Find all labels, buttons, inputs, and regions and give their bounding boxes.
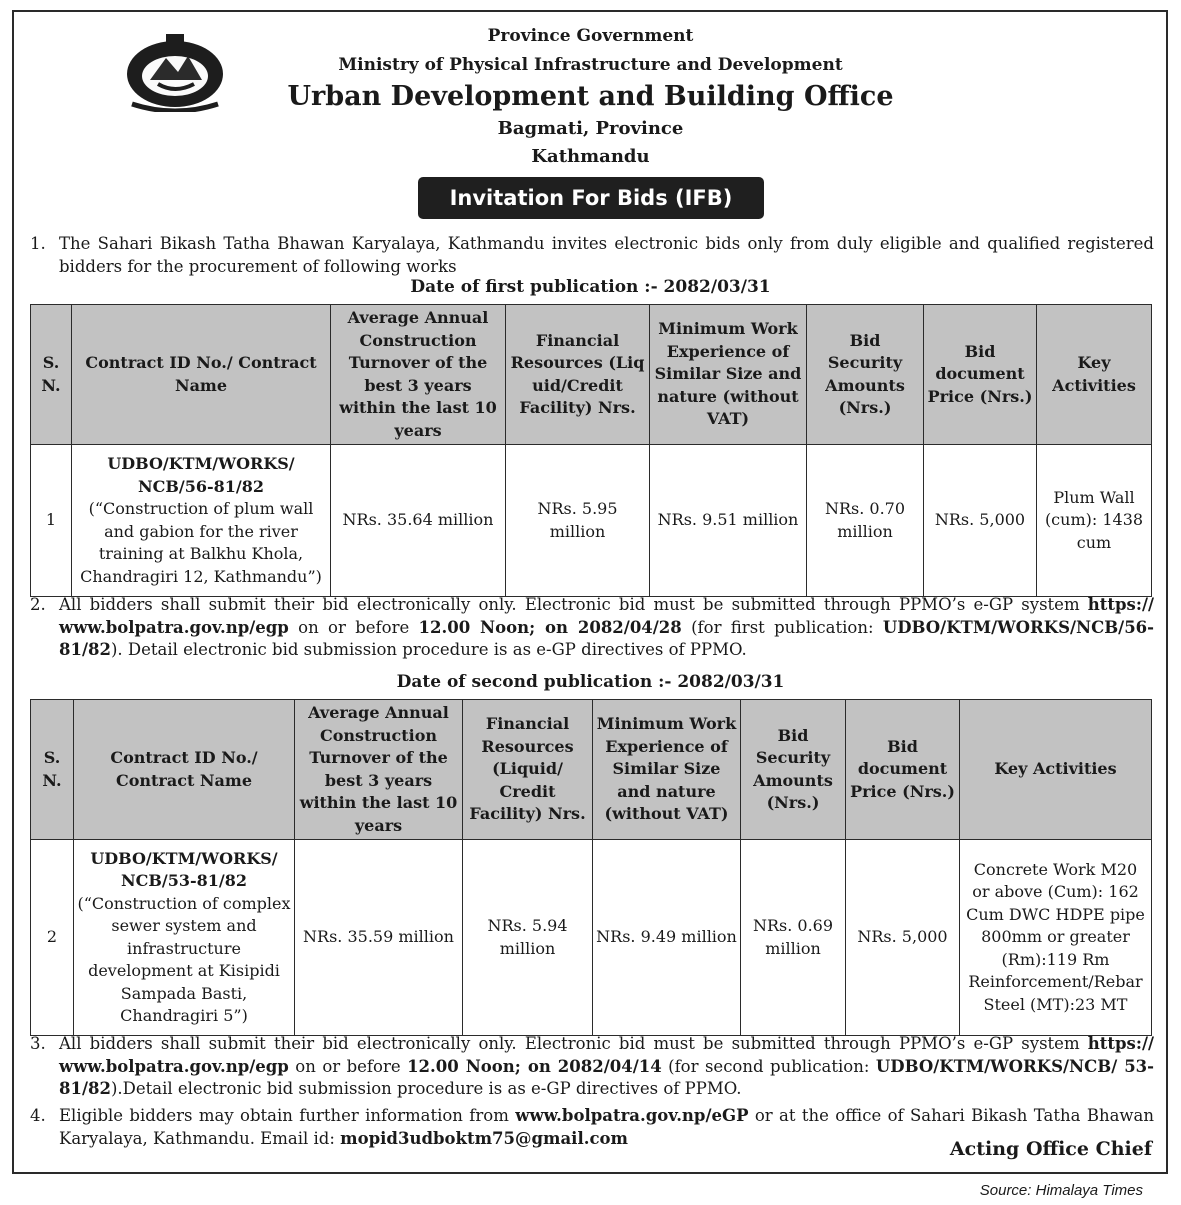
activities-cell: Concrete Work M20 or above (Cum): 162 Cum DWC HDPE pipe 800mm or greater (Rm):119 Rm Reinforcement/Rebar Steel (MT):23 MT: [960, 840, 1152, 1036]
header-cell: Key Activities: [1037, 305, 1152, 445]
egp-link[interactable]: https:// www.bolpatra.gov.np/egp: [59, 595, 1154, 637]
header-cell: S. N.: [31, 305, 72, 445]
contract-cell: [74, 840, 295, 1036]
activities-cell: Plum Wall (cum): 1438 cum: [1037, 445, 1152, 597]
text-run: All bidders shall submit their bid electronically only. Electronic bid must be submitted through PPMO’s e-GP system: [59, 595, 1088, 614]
contract-ref: UDBO/KTM/WORKS/NCB/56-81/82: [59, 617, 1155, 659]
table-header-row: [31, 700, 1152, 840]
text-run: (for first publication:: [681, 617, 883, 637]
contract-id: UDBO/KTM/WORKS/ NCB/53-81/82: [90, 848, 278, 890]
table-row: [31, 445, 1152, 597]
deadline: 12.00 Noon; on 2082/04/28: [418, 617, 682, 637]
egp-link[interactable]: https:// www.bolpatra.gov.np/egp: [59, 1034, 1154, 1076]
paragraph-3-text: [59, 1033, 1154, 1101]
header-province-government: Province Government: [487, 26, 694, 46]
paragraph-number: 3.: [30, 1034, 46, 1053]
contract-id: UDBO/KTM/WORKS/ NCB/56-81/82: [107, 454, 295, 496]
ifb-banner: Invitation For Bids (IFB): [418, 177, 764, 219]
paragraph-1-text: The Sahari Bikash Tatha Bhawan Karyalaya, Kathmandu invites electronic bids only from duly eligible and qualified registered bidders for the procurement of following works: [59, 234, 1154, 276]
header-cell: Contract ID No./ Contract Name: [74, 700, 295, 840]
paragraph-number: 1.: [30, 234, 46, 253]
paragraph-2-text: [59, 594, 1154, 662]
header-cell: Contract ID No./ Contract Name: [72, 305, 331, 445]
text-run: All bidders shall submit their bid electronically only. Electronic bid must be submitted through PPMO’s e-GP system: [59, 1034, 1088, 1053]
turnover-cell: NRs. 35.64 million: [331, 445, 506, 597]
text-run: (for second publication:: [661, 1056, 876, 1076]
header-cell: Key Activities: [960, 700, 1152, 840]
header-cell: Financial Resources (Liq uid/Credit Facility) Nrs.: [506, 305, 650, 445]
doc-price-cell: NRs. 5,000: [924, 445, 1037, 597]
text-run: Eligible bidders may obtain further information from: [59, 1106, 516, 1125]
financial-cell: NRs. 5.95 million: [506, 445, 650, 597]
contract-ref: UDBO/KTM/WORKS/NCB/ 53-81/82: [59, 1056, 1154, 1098]
egp-link[interactable]: www.bolpatra.gov.np/eGP: [515, 1106, 749, 1125]
header-cell: S. N.: [31, 700, 74, 840]
paragraph-number: 2.: [30, 595, 46, 614]
paragraph-number: 4.: [30, 1106, 46, 1125]
doc-price-cell: NRs. 5,000: [846, 840, 960, 1036]
header-cell: Bid document Price (Nrs.): [846, 700, 960, 840]
header-office-name: Urban Development and Building Office: [287, 81, 894, 112]
bid-table-1: [30, 304, 1152, 597]
text-run: ).Detail electronic bid submission procedure is as e-GP directives of PPMO.: [110, 1079, 742, 1098]
source-credit: Source: Himalaya Times: [979, 1182, 1143, 1199]
sn-cell: 1: [31, 445, 72, 597]
text-run: on or before: [288, 617, 419, 637]
header-cell: Financial Resources (Liquid/ Credit Facility) Nrs.: [463, 700, 593, 840]
table-header-row: [31, 305, 1152, 445]
header-ministry: Ministry of Physical Infrastructure and Development: [338, 55, 843, 75]
text-run: ). Detail electronic bid submission procedure is as e-GP directives of PPMO.: [110, 640, 747, 659]
security-cell: NRs. 0.69 million: [741, 840, 846, 1036]
turnover-cell: NRs. 35.59 million: [295, 840, 463, 1036]
experience-cell: NRs. 9.51 million: [650, 445, 807, 597]
contract-name: (“Construction of plum wall and gabion for the river training at Balkhu Khola, Chandragiri 12, Kathmandu”): [80, 499, 322, 586]
contract-cell: [72, 445, 331, 597]
email-link[interactable]: mopid3udboktm75@gmail.com: [340, 1128, 628, 1148]
financial-cell: NRs. 5.94 million: [463, 840, 593, 1036]
header-cell: Minimum Work Experience of Similar Size and nature (without VAT): [650, 305, 807, 445]
security-cell: NRs. 0.70 million: [807, 445, 924, 597]
header-province: Bagmati, Province: [497, 118, 684, 139]
second-publication-date: Date of second publication :- 2082/03/31: [396, 672, 785, 692]
contract-name: (“Construction of complex sewer system and infrastructure development at Kisipidi Sampada Basti, Chandragiri 5”): [77, 893, 291, 1025]
sn-cell: 2: [31, 840, 74, 1036]
text-run: on or before: [288, 1056, 408, 1076]
header-cell: Average Annual Construction Turnover of the best 3 years within the last 10 years: [331, 305, 506, 445]
first-publication-date: Date of first publication :- 2082/03/31: [410, 277, 771, 297]
signature: Acting Office Chief: [949, 1138, 1152, 1160]
header-city: Kathmandu: [531, 146, 650, 167]
paragraph-3: [30, 1033, 1154, 1101]
deadline: 12.00 Noon; on 2082/04/14: [407, 1056, 662, 1076]
header-cell: Bid Security Amounts (Nrs.): [741, 700, 846, 840]
bid-table-2: [30, 699, 1152, 1036]
header-cell: Average Annual Construction Turnover of the best 3 years within the last 10 years: [295, 700, 463, 840]
table-row: [31, 840, 1152, 1036]
paragraph-1: [30, 233, 1154, 278]
paragraph-2: [30, 594, 1154, 662]
header-cell: Bid Security Amounts (Nrs.): [807, 305, 924, 445]
experience-cell: NRs. 9.49 million: [593, 840, 741, 1036]
header-cell: Bid document Price (Nrs.): [924, 305, 1037, 445]
header-cell: Minimum Work Experience of Similar Size and nature (without VAT): [593, 700, 741, 840]
text-run: or at the office of Sahari Bikash Tatha Bhawan Karyalaya, Kathmandu. Email id:: [59, 1106, 1154, 1148]
